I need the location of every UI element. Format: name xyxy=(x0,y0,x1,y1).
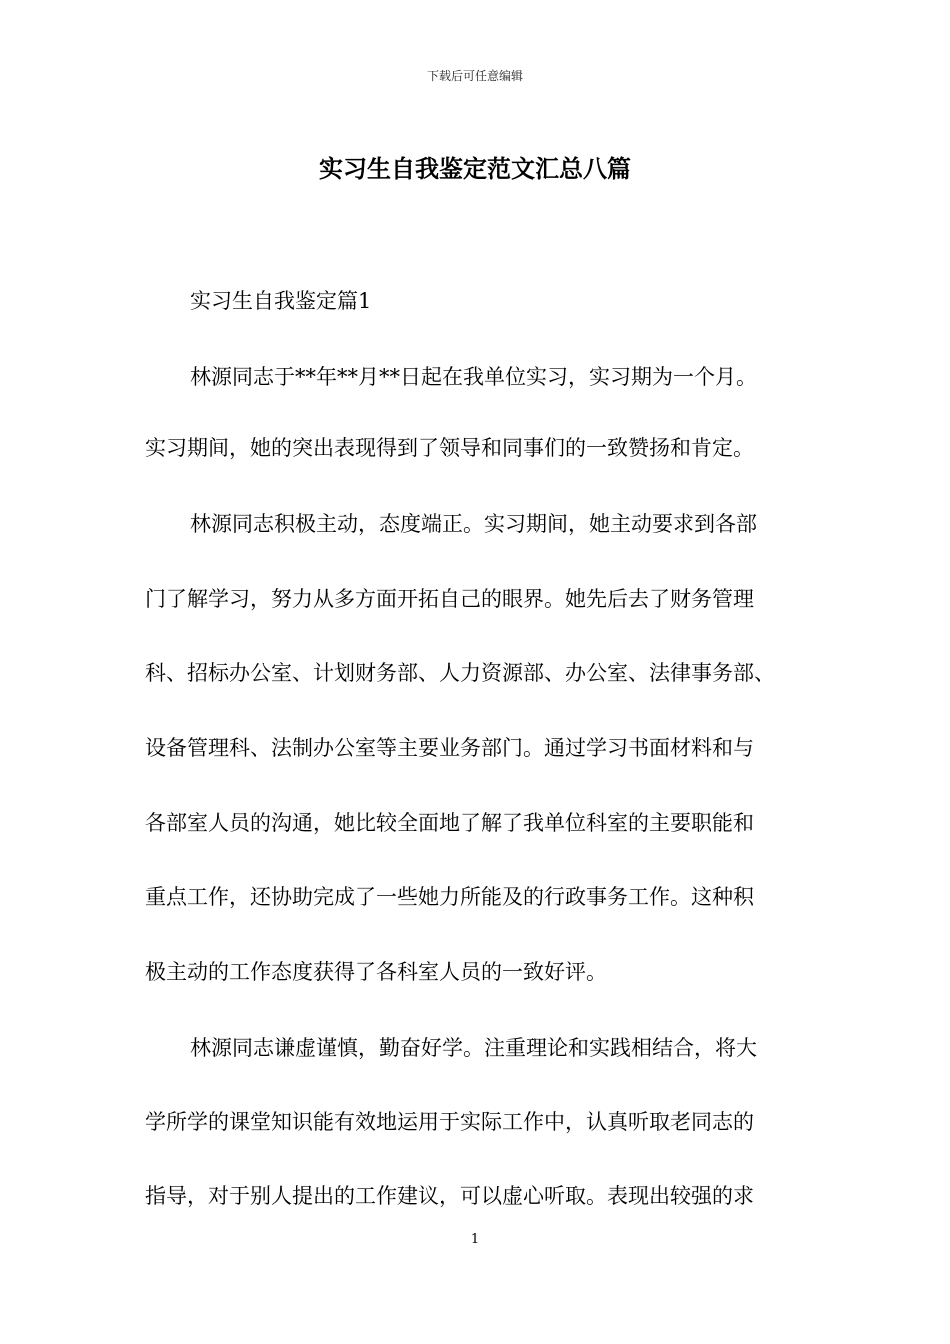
document-title: 实习生自我鉴定范文汇总八篇 xyxy=(319,154,631,183)
body-line-11: 学所学的课堂知识能有效地运用于实际工作中，认真听取老同志的 xyxy=(145,1110,754,1134)
body-line-4: 门了解学习，努力从多方面开拓自己的眼界。她先后去了财务管理 xyxy=(145,587,754,611)
body-line-12: 指导，对于别人提出的工作建议，可以虚心听取。表现出较强的求 xyxy=(145,1184,754,1208)
body-line-6: 设备管理科、法制办公室等主要业务部门。通过学习书面材料和与 xyxy=(145,736,754,760)
body-line-10: 林源同志谦虚谨慎，勤奋好学。注重理论和实践相结合，将大 xyxy=(190,1036,757,1060)
body-line-1: 林源同志于**年**月**日起在我单位实习，实习期为一个月。 xyxy=(190,365,757,389)
header-note: 下载后可任意编辑 xyxy=(426,69,523,83)
section-heading: 实习生自我鉴定篇1 xyxy=(190,289,372,313)
page-number: 1 xyxy=(470,1232,480,1247)
body-line-8: 重点工作，还协助完成了一些她力所能及的行政事务工作。这种积 xyxy=(145,885,754,909)
body-line-7: 各部室人员的沟通，她比较全面地了解了我单位科室的主要职能和 xyxy=(145,811,754,835)
body-line-2: 实习期间，她的突出表现得到了领导和同事们的一致赞扬和肯定。 xyxy=(145,436,754,460)
body-line-9: 极主动的工作态度获得了各科室人员的一致好评。 xyxy=(145,960,607,984)
body-line-3: 林源同志积极主动，态度端正。实习期间，她主动要求到各部 xyxy=(190,512,757,536)
body-line-5: 科、招标办公室、计划财务部、人力资源部、办公室、法律事务部、 xyxy=(145,661,775,685)
